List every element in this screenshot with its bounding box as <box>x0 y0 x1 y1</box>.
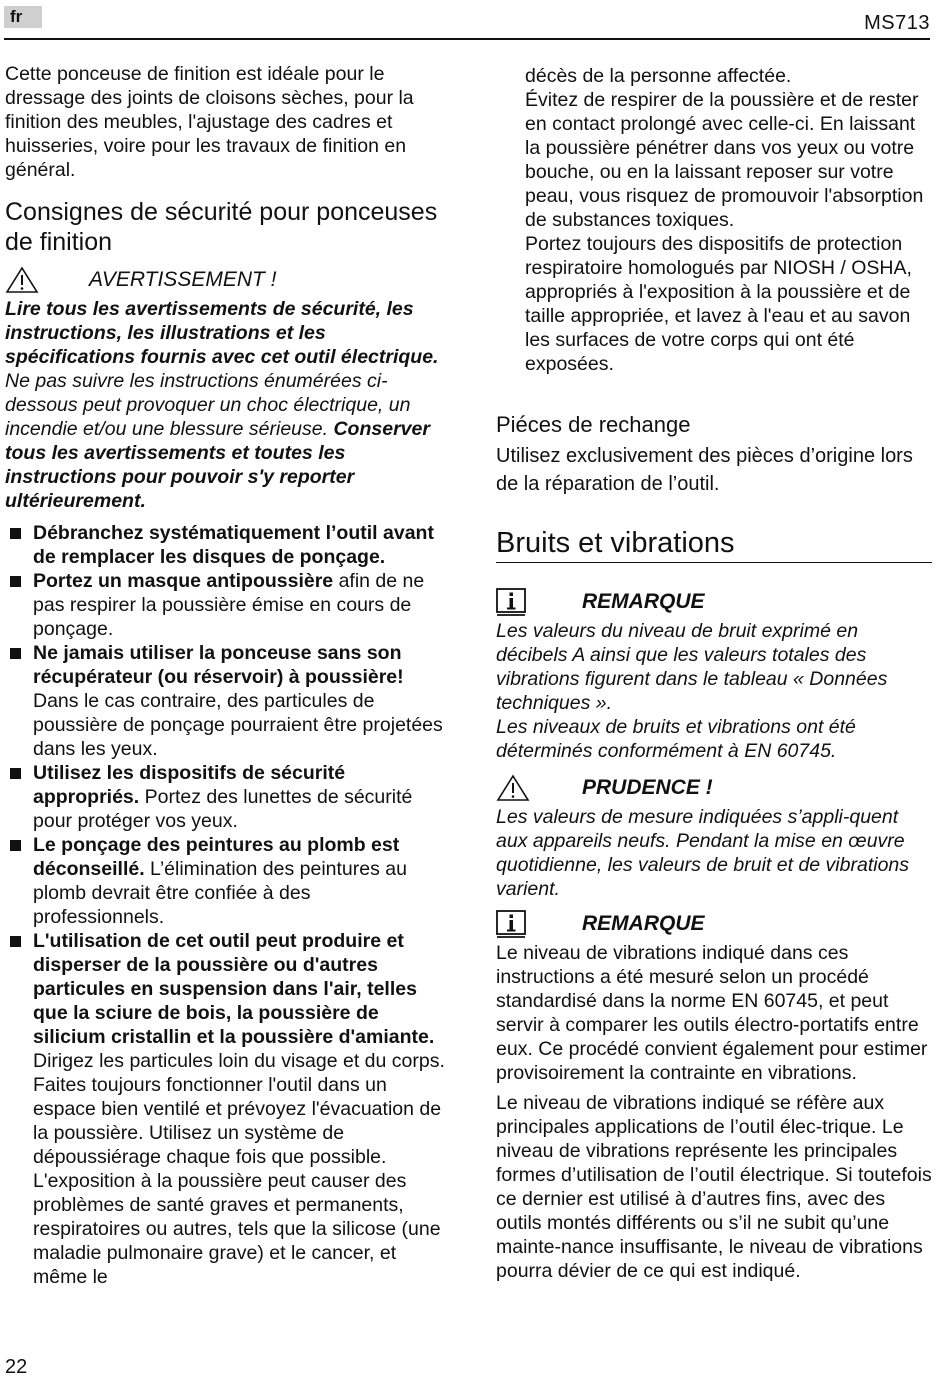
list-item <box>5 641 445 761</box>
niosh-osha-label: NIOSH / OSHA <box>773 257 907 279</box>
warning-header <box>5 265 445 295</box>
page-number: 22 <box>5 1356 28 1378</box>
list-item-text: L’élimination des peintures au plomb devrait être confiée à des professionnels. <box>33 858 407 928</box>
caution-label: PRUDENCE ! <box>582 776 713 799</box>
warning-text: Ne pas suivre les instructions énumérées ci-dessous peut provoquer un choc électrique, un incendie et/ou une blessure sérieuse. <box>5 370 411 440</box>
continued-text-1: décès de la personne affectée. <box>525 65 792 87</box>
warning-bold-1: Lire tous les avertissements de sécurité, les instructions, les illustrations et les spécifications fournis avec cet outil électrique. <box>5 298 439 368</box>
caution-header <box>496 773 932 803</box>
continued-text-2: Évitez de respirer de la poussière et de rester en contact prolongé avec celle-ci. En laissant la poussière pénétrer dans vos yeux ou votre bouche, ou en la laissant reposer sur votre peau, vous risquez de promouvoir l'absorption de substances toxiques. <box>525 89 924 231</box>
list-item-text: Dirigez les particules loin du visage et du corps. Faites toujours fonctionner l'outil dans un espace bien ventilé et prévoyez l'évacuation de la poussière. Utilisez un système de dépoussiérage chaque fois que possible. L'exposition à la poussière peut causer des problèmes de santé graves et permanents, respiratoires ou autres, tels que la silicose (une maladie pulmonaire grave) et le cancer, et même le <box>33 1050 445 1288</box>
list-item-bold: Débranchez systématiquement l’outil avant de remplacer les disques de ponçage. <box>33 522 434 568</box>
safety-list <box>5 521 445 1289</box>
parts-heading: Piéces de rechange <box>496 412 691 437</box>
list-item <box>5 569 445 641</box>
list-item-bold: Le ponçage des peintures au plomb est déconseillé. <box>33 834 400 880</box>
note-2-label: REMARQUE <box>582 912 705 935</box>
info-icon <box>496 910 530 938</box>
list-item <box>5 521 445 569</box>
continued-text-3a: Portez toujours des dispositifs de protection respiratoire homologués par <box>525 233 903 279</box>
safety-heading: Consignes de sécurité pour ponceuses de finition <box>5 198 438 256</box>
list-item-bold: Utilisez les dispositifs de sécurité appropriés. <box>33 762 346 808</box>
language-tag: fr <box>4 6 42 28</box>
right-column-lower <box>496 406 932 1283</box>
warning-triangle-icon <box>5 266 39 294</box>
warning-label: AVERTISSEMENT ! <box>89 268 277 291</box>
left-column <box>5 62 445 1289</box>
info-icon <box>496 588 530 616</box>
list-item-bold: Ne jamais utiliser la ponceuse sans son récupérateur (ou réservoir) à poussière! <box>33 642 404 688</box>
note-2-text-2: Le niveau de vibrations indiqué se réfère aux principales applications de l’outil élec-trique. Le niveau de vibrations représente les principales formes d’utilisation de l’outil électrique. Si toutefois ce dernier est utilisé à d’autres fins, avec des outils montés différents ou s’il ne subit qu’une mainte-nance insuffisante, le niveau de vibrations pourra dévier de ce qui est indiqué. <box>496 1092 932 1282</box>
caution-text: Les valeurs de mesure indiquées s’appli-quent aux appareils neufs. Pendant la mise en œuvre quotidienne, les valeurs de bruit et de vibrations varient. <box>496 806 910 900</box>
intro-paragraph: Cette ponceuse de finition est idéale pour le dressage des joints de cloisons sèches, pour la finition des meubles, l'ajustage des cadres et huisseries, voire pour les travaux de finition en général. <box>5 63 414 181</box>
list-item-text: Dans le cas contraire, des particules de poussière de ponçage pourraient être projetées dans les yeux. <box>33 690 443 760</box>
list-item-text: afin de ne pas respirer la poussière émise en cours de ponçage. <box>33 570 425 640</box>
warning-triangle-icon <box>496 774 530 802</box>
list-item-bold: L'utilisation de cet outil peut produire et disperser de la poussière ou d'autres particules en suspension dans l'air, telles que la sciure de bois, la poussière de silicium cristallin et la poussière d'amiante. <box>33 930 435 1048</box>
continued-text-3b: , appropriés à l'exposition à la poussière et de taille appropriée, et lavez à l'eau et au savon les surfaces de votre corps qui ont été exposées. <box>525 257 912 375</box>
note-2-header <box>496 909 932 939</box>
noise-heading: Bruits et vibrations <box>496 526 932 563</box>
note-1-label: REMARQUE <box>582 590 705 613</box>
list-item <box>5 929 445 1289</box>
parts-paragraph: Utilisez exclusivement des pièces d’origine lors de la réparation de l’outil. <box>496 445 913 495</box>
list-item-text: Portez des lunettes de sécurité pour protéger vos yeux. <box>33 786 413 832</box>
note-1-text-1: Les valeurs du niveau de bruit exprimé en décibels A ainsi que les valeurs totales des vibrations figurent dans le tableau « Données techniques ». <box>496 620 888 714</box>
continued-text-3 <box>525 232 930 376</box>
list-item <box>5 833 445 929</box>
list-item <box>5 761 445 833</box>
list-item-bold: Portez un masque antipoussière <box>33 570 334 592</box>
warning-paragraph <box>5 297 445 513</box>
right-column <box>525 64 930 376</box>
header-rule <box>4 38 930 40</box>
note-1-text-2: Les niveaux de bruits et vibrations ont été déterminés conformément à EN 60745. <box>496 716 856 762</box>
warning-bold-2: Conserver tous les avertissements et toutes les instructions pour pouvoir s'y reporter ultérieurement. <box>5 418 430 512</box>
note-1-header <box>496 587 932 617</box>
model-number: MS713 <box>864 12 930 34</box>
note-2-text-1: Le niveau de vibrations indiqué dans ces instructions a été mesuré selon un procédé standardisé dans la norme EN 60745, et peut servir à comparer les outils électro-portatifs entre eux. Ce procédé convient également pour estimer provisoirement la contrainte en vibrations. <box>496 942 928 1084</box>
